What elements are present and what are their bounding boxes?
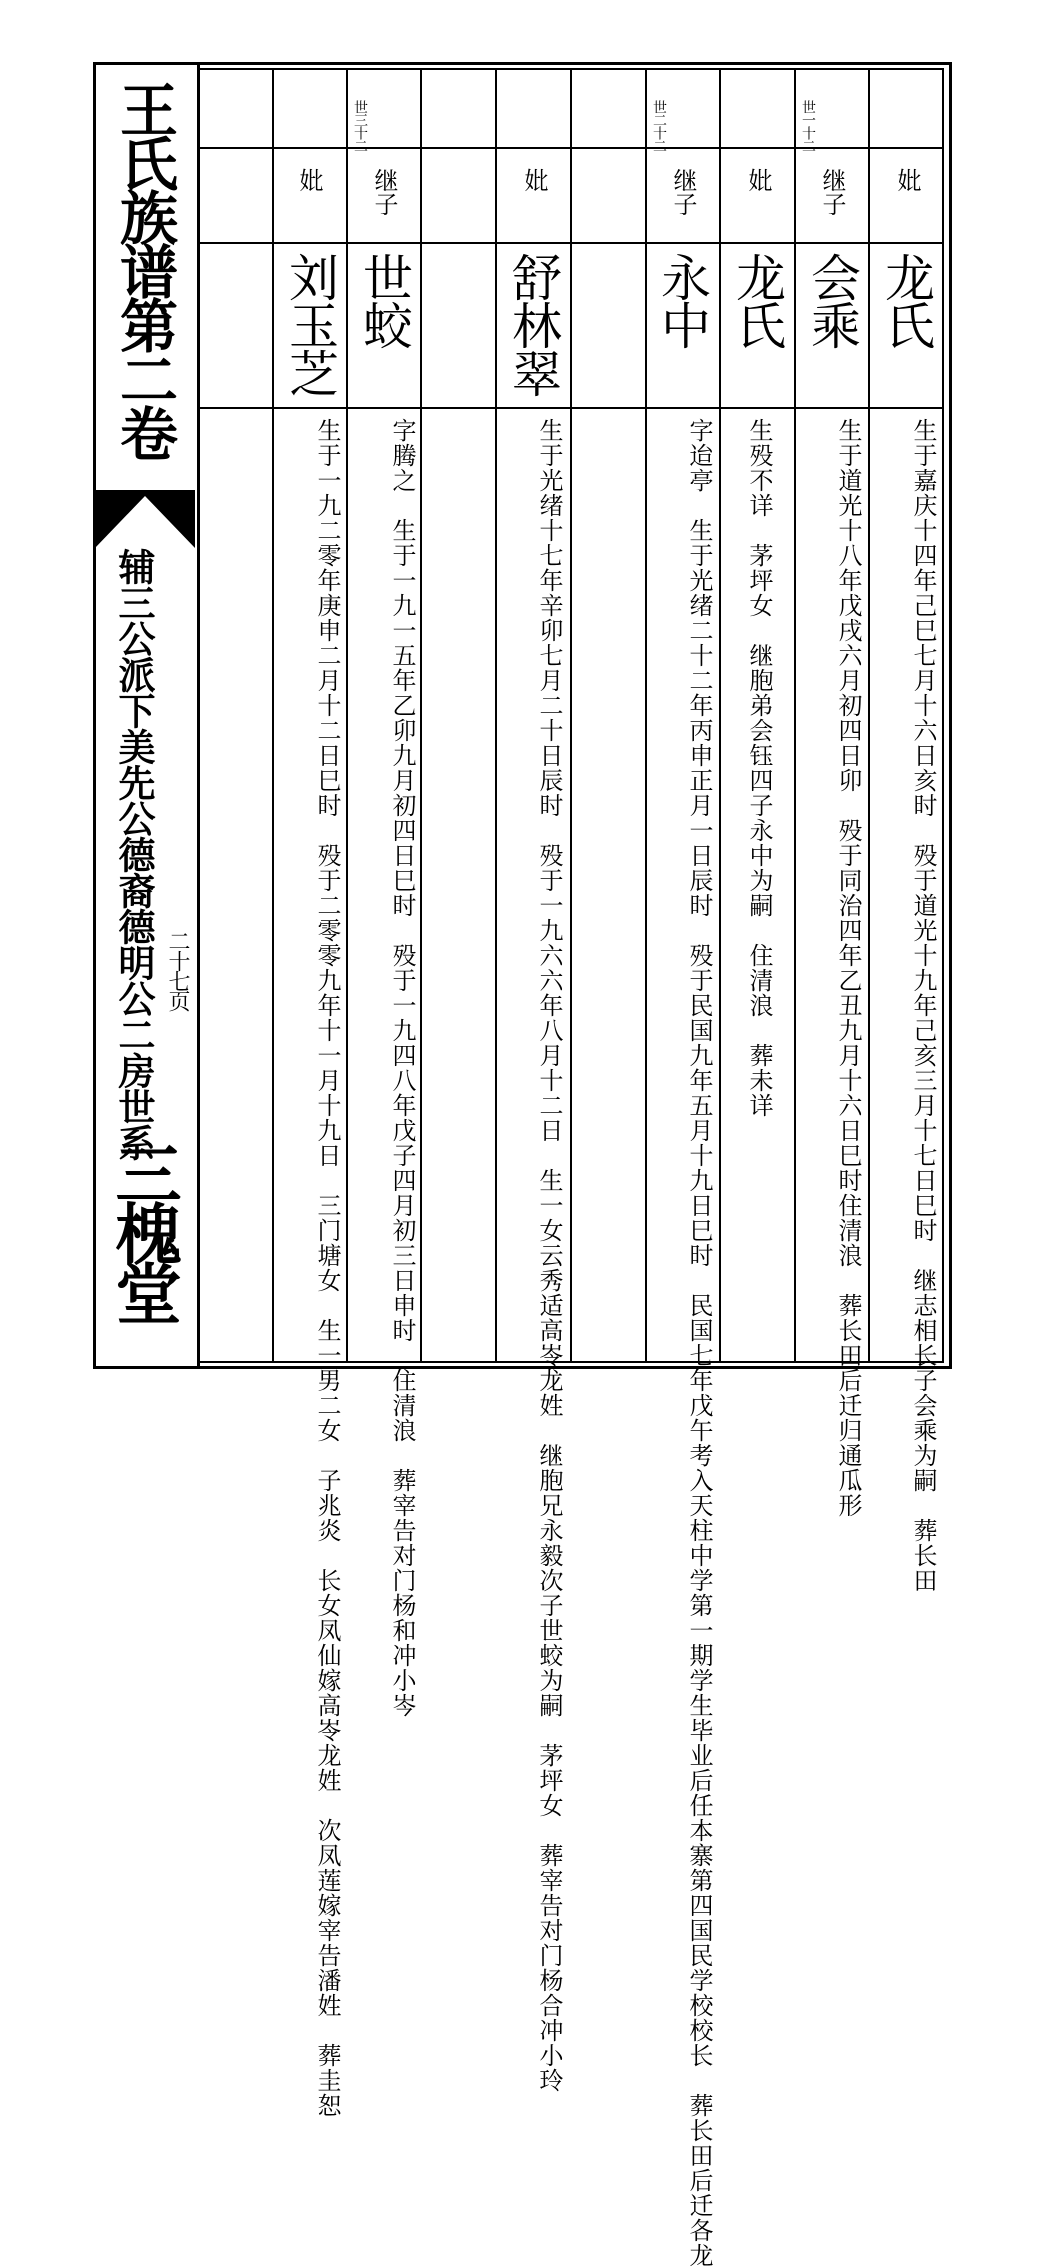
column-divider — [719, 68, 721, 1363]
role-label: 继子 — [818, 168, 846, 216]
role-label: 妣 — [744, 168, 772, 192]
person-detail: 字腾之 生于一九一五年乙卯九月初四日巳时 殁于一九四八年戊子四月初三日申时 住清浪 葬宰告对门杨和冲小岑 — [388, 418, 416, 1718]
role-label: 继子 — [370, 168, 398, 216]
row-divider — [197, 407, 944, 409]
role-label: 妣 — [520, 168, 548, 192]
lineage-subtitle: 辅三公派下美先公德裔德明公二房世系 — [112, 548, 156, 1160]
generation-label: 世三十二 — [352, 100, 368, 152]
column-divider — [570, 68, 572, 1363]
person-name: 世蛟 — [355, 252, 413, 348]
column-divider — [794, 68, 796, 1363]
column-divider — [868, 68, 870, 1363]
person-name: 会乘 — [803, 252, 861, 348]
person-detail: 生于道光十八年戊戌六月初四日卯 殁于同治四年乙丑九月十六日巳时住清浪 葬长田后迁归通瓜形 — [834, 418, 862, 1518]
row-divider — [197, 147, 944, 149]
hall-name: 三槐堂 — [104, 1140, 182, 1320]
person-detail: 生于光绪十七年辛卯七月二十日辰时 殁于一九六六年八月十二日 生一女云秀适高岺龙姓 继胞兄永毅次子世蛟为嗣 茅坪女 葬宰告对门杨合冲小玲 — [535, 418, 563, 2093]
person-name: 舒林翠 — [504, 252, 562, 396]
row-divider — [197, 242, 944, 244]
column-divider — [346, 68, 348, 1363]
spine-divider — [197, 62, 200, 1369]
role-label: 妣 — [893, 168, 921, 192]
person-name: 永中 — [653, 252, 711, 348]
spine-bar — [95, 490, 195, 496]
book-title: 王氏族谱第二卷 — [110, 80, 178, 458]
person-name: 刘玉芝 — [281, 252, 339, 396]
person-detail: 生于嘉庆十四年己巳七月十六日亥时 殁于道光十九年己亥三月十七日巳时 继志相长子会乘为嗣 葬长田 — [909, 418, 937, 1593]
role-label: 妣 — [295, 168, 323, 192]
generation-label: 世二十二 — [651, 100, 667, 152]
generation-label: 世一十二 — [800, 100, 816, 152]
person-name: 龙氏 — [877, 252, 935, 348]
person-detail: 生于一九二零年庚申二月十二日巳时 殁于二零零九年十一月十九日 三门塘女 生一男二女 子兆炎 长女凤仙嫁高岺龙姓 次凤莲嫁宰告潘姓 葬圭恕 — [313, 418, 341, 2118]
page-number: 二十七页 — [165, 930, 190, 1010]
person-name: 龙氏 — [728, 252, 786, 348]
role-label: 继子 — [669, 168, 697, 216]
person-detail: 字迨亭 生于光绪二十二年丙申正月一日辰时 殁于民国九年五月十九日巳时 民国七年戊午考入天柱中学第一期学生毕业后任本寨第四国民学校校长 葬长田后迁各龙 — [685, 418, 713, 2268]
column-divider — [420, 68, 422, 1363]
person-detail: 生殁不详 茅坪女 继胞弟会钰四子永中为嗣 住清浪 葬未详 — [745, 418, 773, 1118]
